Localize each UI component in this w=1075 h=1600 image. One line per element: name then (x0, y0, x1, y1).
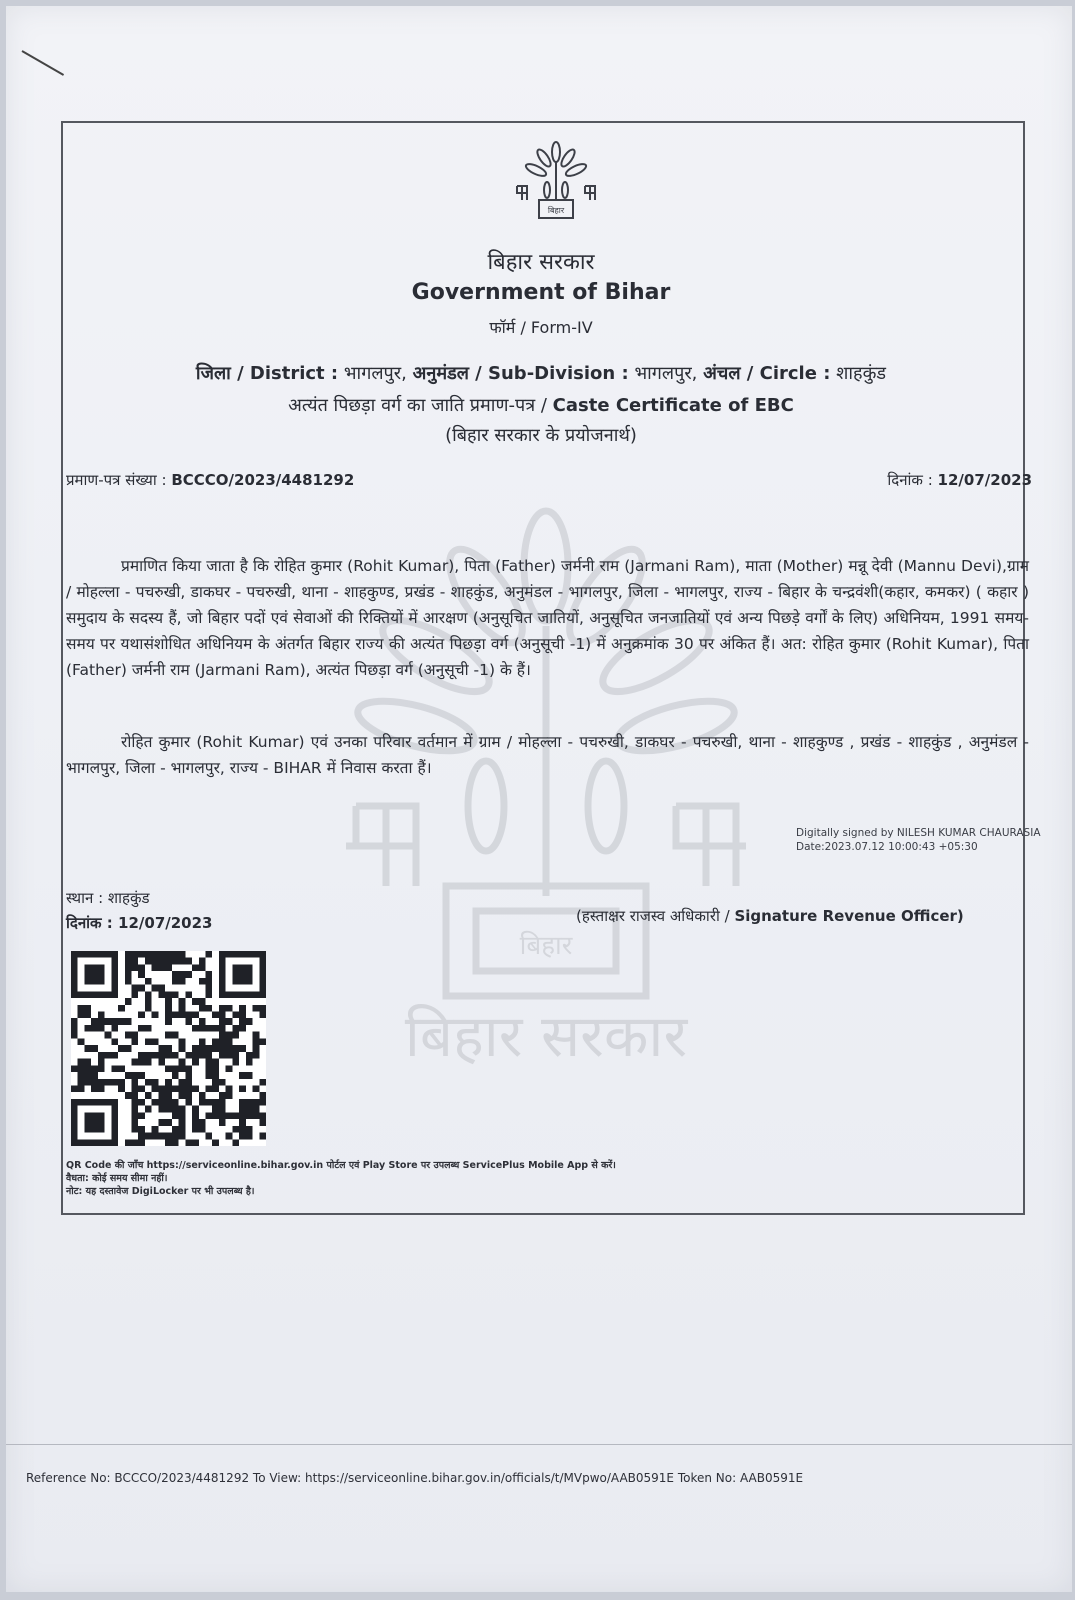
certificate-paragraph-1 (66, 553, 1029, 683)
emblem-text: बिहार (547, 206, 565, 215)
certificate-title-english: Caste Certificate of EBC (552, 395, 794, 416)
subdivision-value: भागलपुर, (634, 363, 698, 384)
digital-signature-date: Date:2023.07.12 10:00:43 +05:30 (796, 841, 978, 853)
validity-note: वैधता: कोई समय सीमा नहीं। (66, 1173, 168, 1184)
watermark-text: बिहार सरकार (404, 1002, 688, 1070)
location-line (66, 361, 1016, 385)
certificate-number (66, 470, 354, 490)
paragraph-1-text: प्रमाणित किया जाता है कि रोहित कुमार (Rohit Kumar), पिता (Father) जर्मनी राम (Jarmani Ram), माता (Mother) मन्नू देवी (Mannu Devi),ग्राम / मोहल्ला - पचरुखी, डाकघर - पचरुखी, थाना - शाहकुण्ड, प्रखंड - शाहकुंड, अनुमंडल - भागलपुर, जिला - भागलपुर, राज्य - बिहार के चन्द्रवंशी(कहार, कमकर) ( कहार ) समुदाय के सदस्य हैं, जो बिहार पदों एवं सेवाओं की रिक्तियों में आरक्षण (अनुसूचित जातियों, अनुसूचित जनजातियों एवं अन्य पिछड़े वर्गों के लिए) अधिनियम, 1991 समय-समय पर यथासंशोधित अधिनियम के अंतर्गत बिहार राज्य की अत्यंत पिछड़ा वर्ग (अनुसूची -1) में अनुक्रमांक 30 पर अंकित हैं। अत: रोहित कुमार (Rohit Kumar), पिता (Father) जर्मनी राम (Jarmani Ram), अत्यंत पिछड़ा वर्ग (अनुसूची -1) के हैं। (66, 557, 1029, 679)
header-english-title: Government of Bihar (411, 280, 671, 305)
certificate-purpose: (बिहार सरकार के प्रयोजनार्थ) (445, 425, 637, 446)
certificate-title (66, 393, 1016, 417)
circle-value: शाहकुंड (836, 363, 887, 384)
header-hindi-title: बिहार सरकार (487, 250, 595, 275)
district-value: भागलपुर, (343, 363, 407, 384)
signature-label (576, 906, 964, 926)
digilocker-note: नोट: यह दस्तावेज DigiLocker पर भी उपलब्ध है। (66, 1186, 255, 1197)
pen-mark (22, 50, 65, 76)
subdivision-label: अनुमंडल / Sub-Division : (412, 363, 629, 384)
certificate-meta-row (66, 470, 1032, 490)
digital-signature-name: Digitally signed by NILESH KUMAR CHAURASIA (796, 827, 1041, 839)
circle-label: अंचल / Circle : (703, 363, 831, 384)
issue-date (887, 470, 1032, 490)
verification-notes (66, 1159, 616, 1198)
signature-hindi: (हस्ताक्षर राजस्व अधिकारी / (576, 907, 730, 925)
form-number: फॉर्म / Form-IV (489, 318, 593, 337)
place-date: दिनांक : 12/07/2023 (66, 914, 213, 932)
certificate-paragraph-2 (66, 729, 1029, 781)
watermark-emblem-text: बिहार (519, 931, 573, 961)
issue-date-value: 12/07/2023 (937, 471, 1032, 489)
certificate-title-hindi: अत्यंत पिछड़ा वर्ग का जाति प्रमाण-पत्र / (288, 395, 547, 416)
qr-code[interactable] (71, 951, 266, 1146)
district-label: जिला / District : (195, 363, 339, 384)
footer-divider (6, 1444, 1072, 1445)
paragraph-2-text: रोहित कुमार (Rohit Kumar) एवं उनका परिवार वर्तमान में ग्राम / मोहल्ला - पचरुखी, डाकघर - पचरुखी, थाना - शाहकुण्ड , प्रखंड - शाहकुंड , अनुमंडल - भागलपुर, जिला - भागलपुर, राज्य - BIHAR में निवास करता हैं। (66, 733, 1029, 777)
qr-note: QR Code की जाँच https://serviceonline.bihar.gov.in पोर्टल एवं Play Store पर उपलब्ध ServicePlus Mobile App से करें। (66, 1160, 616, 1171)
certificate-number-label: प्रमाण-पत्र संख्या : (66, 471, 167, 489)
digital-signature-block (796, 826, 1041, 854)
certificate-number-value: BCCCO/2023/4481292 (171, 471, 355, 489)
place-label: स्थान : शाहकुंड (66, 889, 150, 907)
issue-date-label: दिनांक : (887, 471, 933, 489)
bihar-emblem-logo (511, 138, 601, 228)
reference-footer: Reference No: BCCCO/2023/4481292 To View: https://serviceonline.bihar.gov.in/officials/t/MVpwo/AAB0591E Token No: AAB0591E (26, 1471, 804, 1485)
place-date-block (66, 886, 212, 936)
signature-english: Signature Revenue Officer) (734, 907, 964, 925)
certificate-page (6, 6, 1072, 1592)
